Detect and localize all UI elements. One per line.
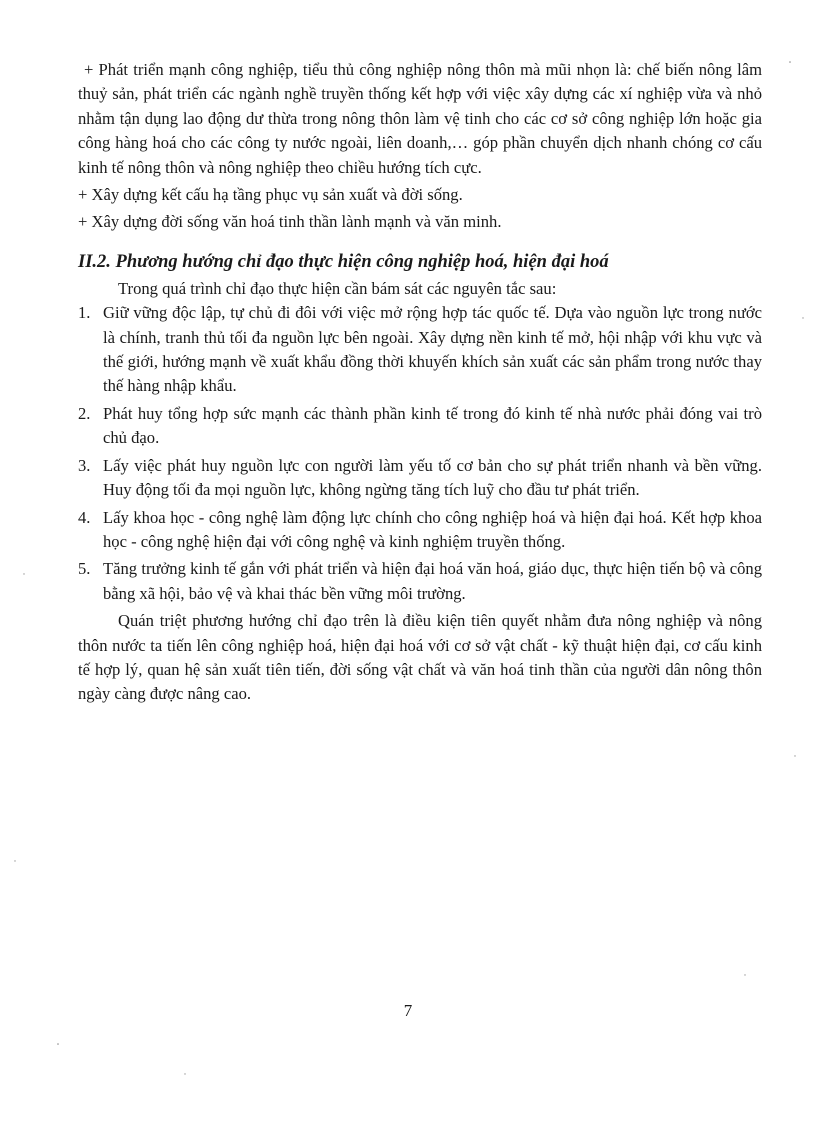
conclusion-paragraph: Quán triệt phương hướng chỉ đạo trên là điều kiện tiên quyết nhằm đưa nông nghiệp và nông thôn nước ta tiến lên công nghiệp hoá, hiện đại hoá với cơ sở vật chất - kỹ thuật hiện đại, cơ cấu kinh tế hợp lý, quan hệ sản xuất tiên tiến, đời sống vật chất và văn hoá tinh thần của người dân nông thôn ngày càng được nâng cao. — [78, 611, 762, 704]
scan-speck — [744, 974, 745, 975]
scan-speck — [794, 755, 795, 756]
page-number: 7 — [403, 1001, 413, 1020]
scan-speck — [184, 1073, 185, 1074]
principle-text: Giữ vững độc lập, tự chủ đi đôi với việc mở rộng hợp tác quốc tế. Dựa vào nguồn lực trong nước là chính, tranh thủ tối đa nguồn lực bên ngoài. Xây dựng nền kinh tế mở, hội nhập với khu vực và thế giới, hướng mạnh về xuất khẩu đồng thời khuyến khích sản xuất các sản phẩm trong nước thay thế hàng nhập khẩu. — [103, 303, 762, 396]
bullet-infrastructure: + Xây dựng kết cấu hạ tầng phục vụ sản xuất và đời sống. — [78, 185, 463, 205]
principle-item — [78, 454, 762, 503]
scan-speck — [23, 573, 24, 574]
scan-speck — [14, 860, 15, 861]
principle-number: 4. — [78, 507, 91, 527]
principles-list — [78, 301, 762, 606]
document-page — [78, 58, 762, 707]
principle-number: 3. — [78, 455, 91, 475]
principle-item — [78, 301, 762, 399]
principle-number: 1. — [78, 303, 91, 323]
principle-item — [78, 506, 762, 555]
principle-item — [78, 557, 762, 606]
principle-number: 2. — [78, 403, 91, 423]
section-heading: II.2. Phương hướng chỉ đạo thực hiện công nghiệp hoá, hiện đại hoá — [78, 251, 609, 272]
section-intro: Trong quá trình chỉ đạo thực hiện cần bám sát các nguyên tắc sau: — [118, 278, 557, 298]
principle-text: Lấy khoa học - công nghệ làm động lực chính cho công nghiệp hoá và hiện đại hoá. Kết hợp khoa học - công nghệ hiện đại với công nghệ và kinh nghiệm truyền thống. — [103, 507, 762, 551]
scan-speck — [789, 61, 791, 63]
bullet-rural-industry: + Phát triển mạnh công nghiệp, tiểu thủ công nghiệp nông thôn mà mũi nhọn là: chế biến nông lâm thuỷ sản, phát triển các ngành nghề truyền thống kết hợp với việc xây dựng các xí nghiệp vừa và nhỏ nhằm tận dụng lao động dư thừa trong nông thôn làm vệ tinh cho các cơ sở công nghiệp lớn hoặc gia công hàng hoá cho các công ty nước ngoài, liên doanh,… góp phần chuyển dịch nhanh chóng cơ cấu kinh tế nông thôn và nông nghiệp theo chiều hướng tích cực. — [78, 60, 762, 177]
scan-speck — [57, 1043, 59, 1045]
principle-number: 5. — [78, 559, 91, 579]
scan-speck — [802, 317, 803, 318]
principle-text: Tăng trưởng kinh tế gắn với phát triển và hiện đại hoá văn hoá, giáo dục, thực hiện tiến bộ và công bằng xã hội, bảo vệ và khai thác bền vững môi trường. — [103, 559, 762, 603]
principle-text: Phát huy tổng hợp sức mạnh các thành phần kinh tế trong đó kinh tế nhà nước phải đóng vai trò chủ đạo. — [103, 403, 762, 448]
principle-text: Lấy việc phát huy nguồn lực con người làm yếu tố cơ bản cho sự phát triển nhanh và bền vững. Huy động tối đa mọi nguồn lực, không ngừng tăng tích luỹ cho đầu tư phát triển. — [103, 455, 762, 500]
principle-item — [78, 402, 762, 451]
bullet-cultural-life: + Xây dựng đời sống văn hoá tinh thần lành mạnh và văn minh. — [78, 212, 502, 232]
